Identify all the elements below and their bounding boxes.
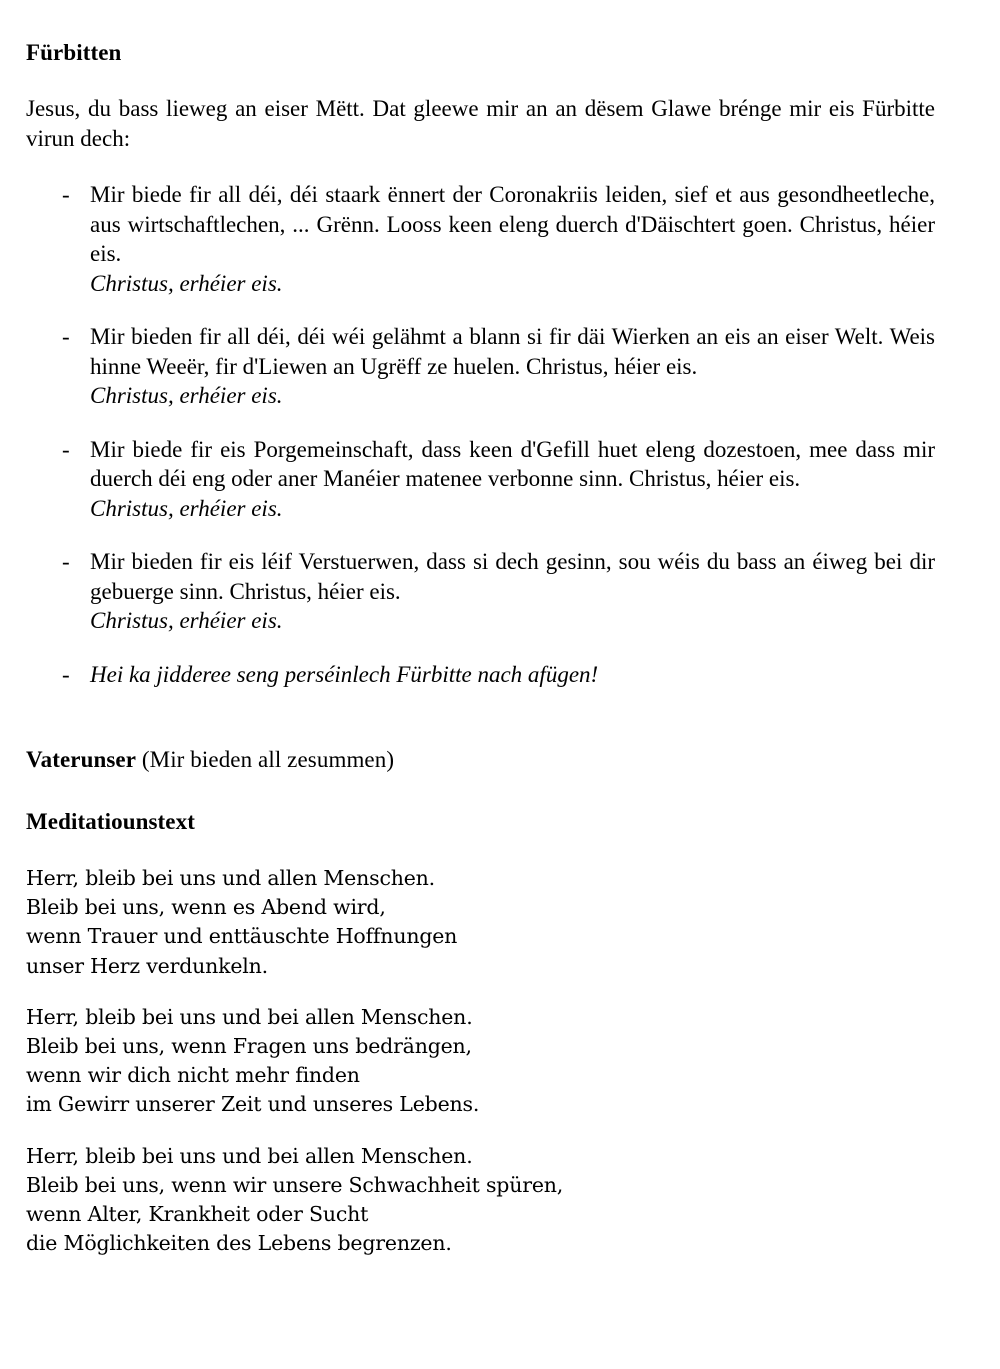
bullet-dash-icon: -: [62, 549, 70, 574]
meditation-line: im Gewirr unserer Zeit und unseres Lebens.: [26, 1092, 480, 1117]
meditation-line: Herr, bleib bei uns und bei allen Menschen.: [26, 1143, 473, 1168]
meditation-stanza: [26, 1142, 935, 1259]
meditation-line: Bleib bei uns, wenn es Abend wird,: [26, 895, 386, 920]
petition-text: Mir biede fir all déi, déi staark ënnert der Coronakriis leiden, sief et aus gesondheetleche, aus wirtschaftlechen, ... Grënn. Looss keen eleng duerch d'Däischtert goen. Christus, héier eis.: [90, 182, 935, 266]
meditation-stanza: [26, 1003, 935, 1120]
meditation-line: Bleib bei uns, wenn wir unsere Schwachheit spüren,: [26, 1172, 564, 1197]
section-heading-fuerbitten: Fürbitten: [26, 40, 122, 65]
meditation-line: Bleib bei uns, wenn Fragen uns bedrängen,: [26, 1034, 472, 1059]
meditation-body: [26, 864, 935, 1258]
bullet-dash-icon: -: [62, 182, 70, 207]
petition-text: Mir bieden fir eis léif Verstuerwen, dass si dech gesinn, sou wéis du bass an éiweg bei dir gebuerge sinn. Christus, héier eis.: [90, 549, 935, 604]
meditation-line: Herr, bleib bei uns und allen Menschen.: [26, 866, 435, 890]
petition-invitation-text: Hei ka jidderee seng perséinlech Fürbitte nach afügen!: [90, 661, 599, 687]
meditation-line: Herr, bleib bei uns und bei allen Menschen.: [26, 1004, 473, 1029]
bullet-dash-icon: -: [62, 661, 70, 687]
meditation-line: die Möglichkeiten des Lebens begrenzen.: [26, 1231, 452, 1256]
petition-text: Mir biede fir eis Porgemeinschaft, dass keen d'Gefill huet eleng dozestoen, mee dass mir duerch déi eng oder aner Manéier matenee verbonne sinn. Christus, héier eis.: [90, 436, 935, 491]
petition-text: Mir bieden fir all déi, déi wéi gelähmt a blann si fir däi Wierken an eis an eiser Welt. Weis hinne Weeër, fir d'Liewen an Ugrëff ze huelen. Christus, héier eis.: [90, 324, 935, 379]
vaterunser-title: Vaterunser: [26, 747, 137, 772]
meditation-line: wenn wir dich nicht mehr finden: [26, 1063, 360, 1088]
meditation-line: unser Herz verdunkeln.: [26, 953, 268, 978]
petition-response: Christus, erhéier eis.: [90, 383, 283, 408]
vaterunser-rubric: (Mir bieden all zesummen): [136, 747, 395, 772]
document-content: [26, 38, 935, 1258]
intro-paragraph: Jesus, du bass lieweg an eiser Mëtt. Dat gleewe mir an an dësem Glawe brénge mir eis Fürbitte virun dech:: [26, 96, 935, 151]
meditation-line: wenn Alter, Krankheit oder Sucht: [26, 1202, 369, 1227]
petition-item: [26, 322, 935, 411]
petition-item: [26, 547, 935, 636]
bullet-dash-icon: -: [62, 324, 70, 349]
bullet-dash-icon: -: [62, 436, 70, 462]
petition-item: [26, 180, 935, 298]
petition-response: Christus, erhéier eis.: [90, 270, 283, 296]
section-heading-meditatiounstext: Meditatiounstext: [26, 809, 195, 834]
meditation-stanza: [26, 864, 935, 981]
petition-list: [26, 180, 935, 689]
petition-response: Christus, erhéier eis.: [90, 608, 283, 633]
petition-item: [26, 435, 935, 524]
petition-item-invitation: [26, 660, 935, 690]
meditation-line: wenn Trauer und enttäuschte Hoffnungen: [26, 924, 458, 949]
petition-response: Christus, erhéier eis.: [90, 495, 283, 521]
section-heading-vaterunser: [26, 745, 935, 774]
